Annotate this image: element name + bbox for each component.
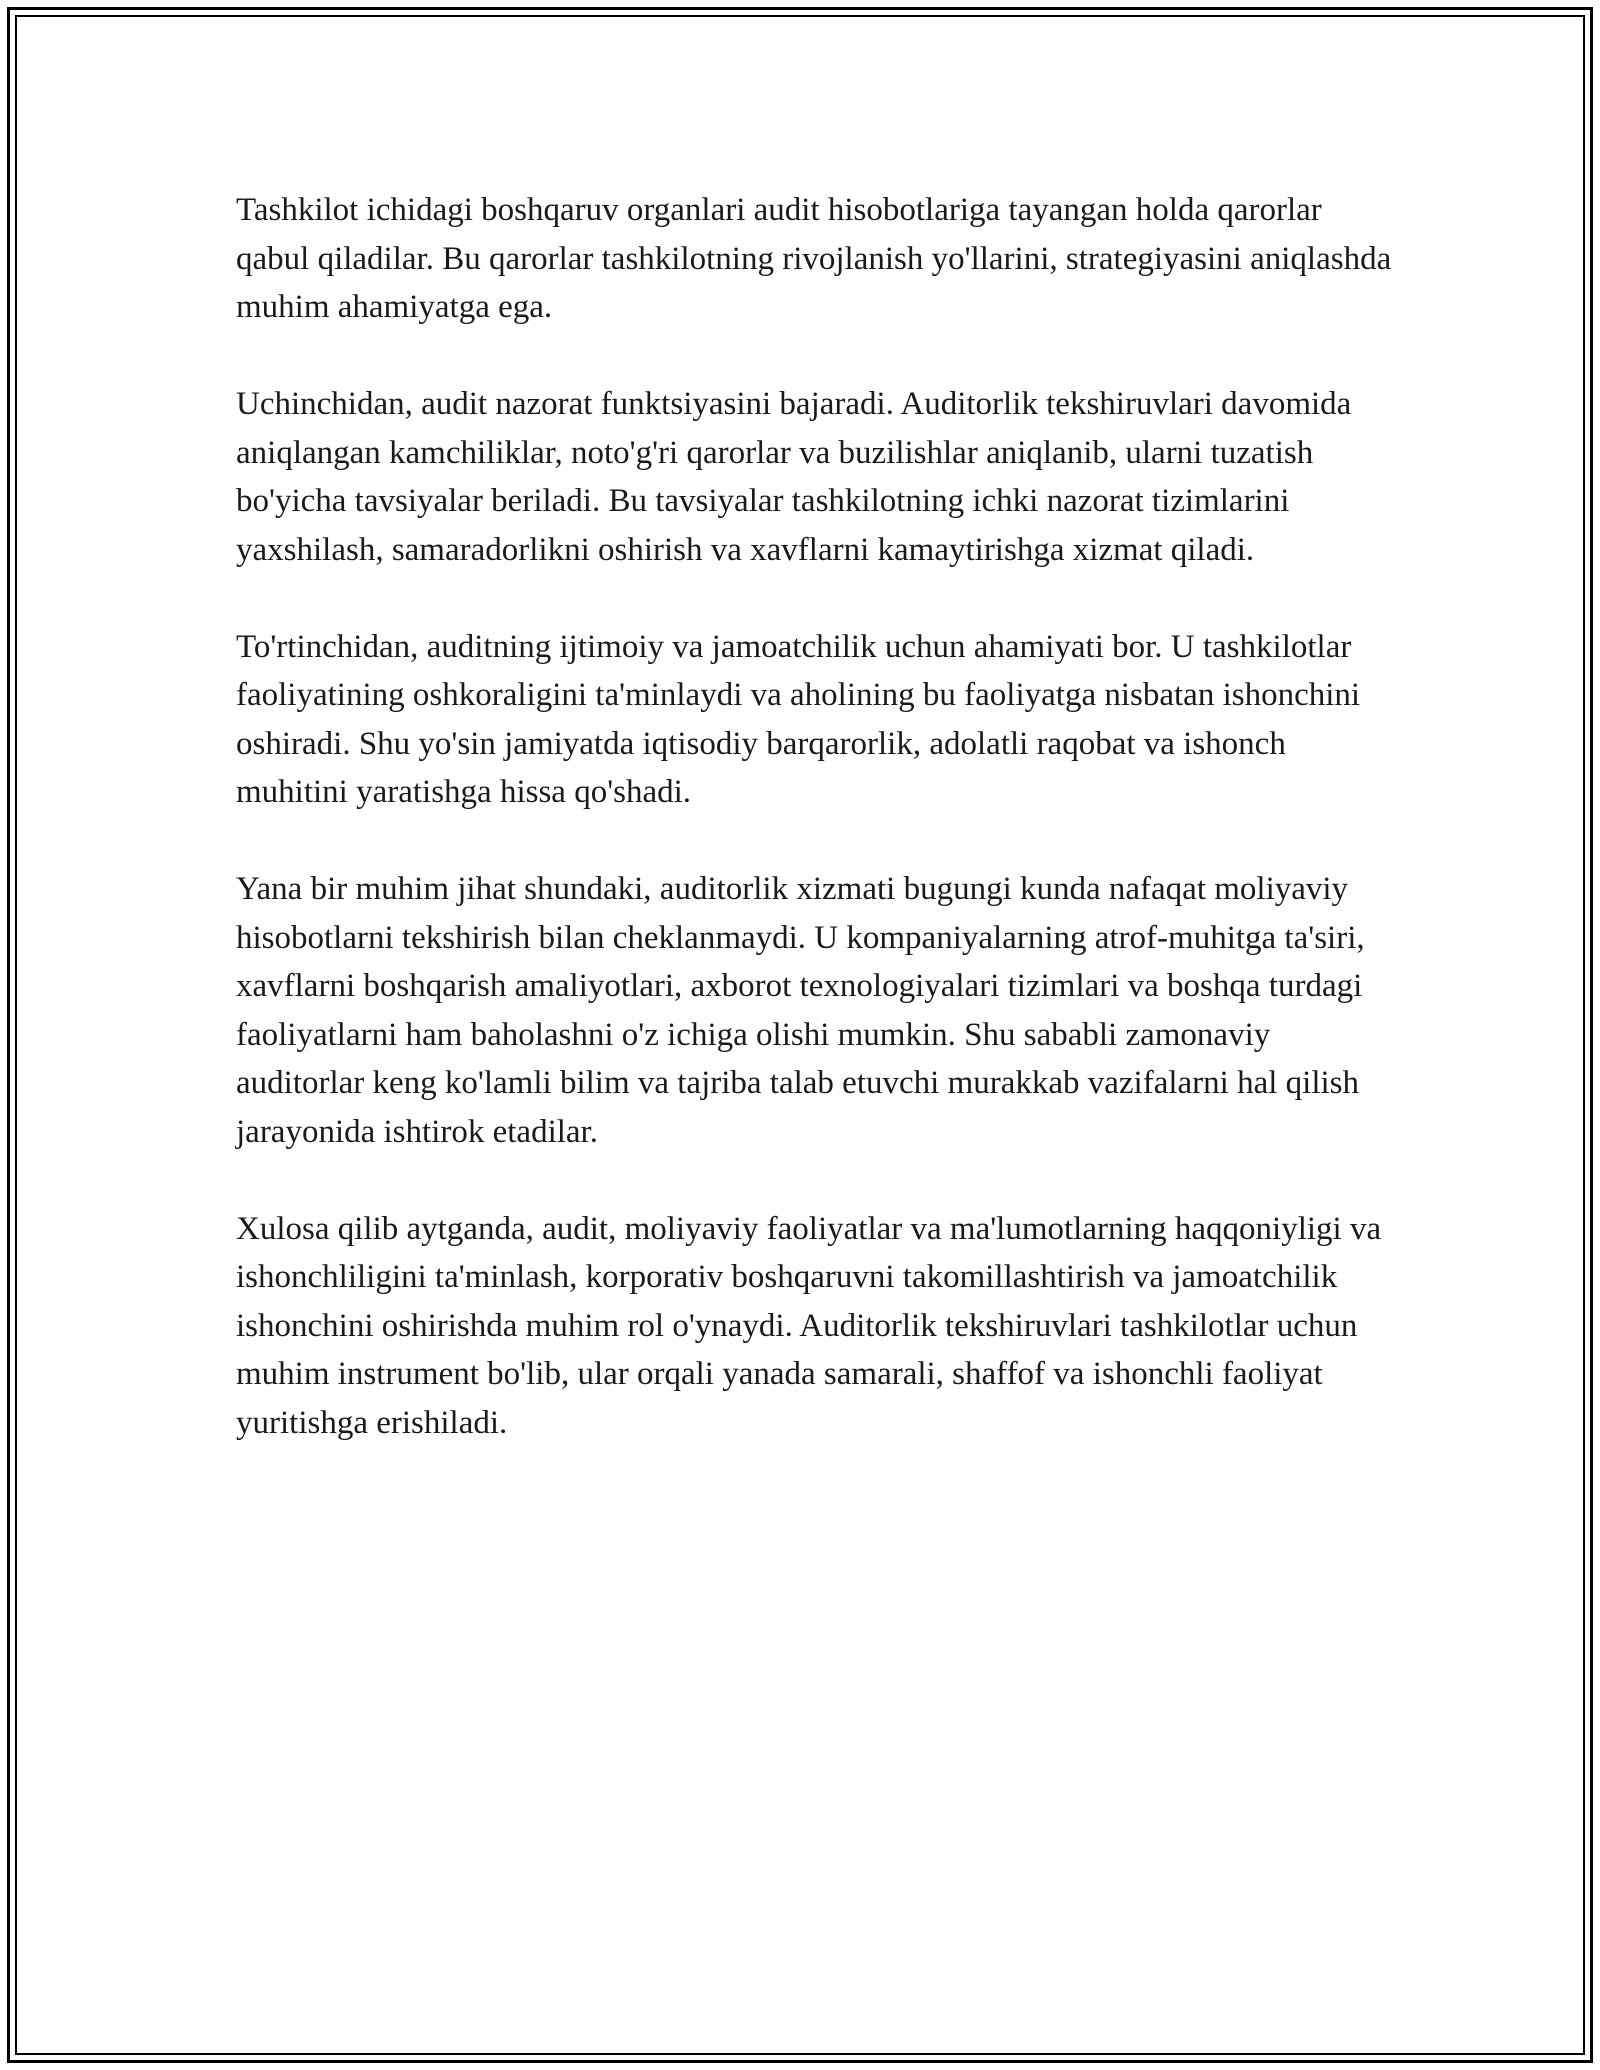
- paragraph-decision-making: Tashkilot ichidagi boshqaruv organlari audit hisobotlariga tayangan holda qarorlar qabul qiladilar. Bu qarorlar tashkilotning rivojlanish yo'llarini, strategiyasini aniqlashda muhim ahamiyatga ega.: [236, 192, 1392, 325]
- paragraph-conclusion: Xulosa qilib aytganda, audit, moliyaviy faoliyatlar va ma'lumotlarning haqqoniyligi va ishonchliligini ta'minlash, korporativ boshqaruvni takomillashtirish va jamoatchilik ishonchini oshirishda muhim rol o'ynaydi. Auditorlik tekshiruvlari tashkilotlar uchun muhim instrument bo'lib, ular orqali yanada samarali, shaffof va ishonchli faoliyat yuritishga erishiladi.: [236, 1210, 1382, 1441]
- document-body: [236, 186, 1396, 1496]
- paragraph-modern-audit-scope: Yana bir muhim jihat shundaki, auditorlik xizmati bugungi kunda nafaqat moliyaviy hisobotlarni tekshirish bilan cheklanmaydi. U kompaniyalarning atrof-muhitga ta'siri, xavflarni boshqarish amaliyotlari, axborot texnologiyalari tizimlari va boshqa turdagi faoliyatlarni ham baholashni o'z ichiga olishi mumkin. Shu sababli zamonaviy auditorlar keng ko'lamli bilim va tajriba talab etuvchi murakkab vazifalarni hal qilish jarayonida ishtirok etadilar.: [236, 871, 1365, 1150]
- paragraph-control-function: Uchinchidan, audit nazorat funktsiyasini bajaradi. Auditorlik tekshiruvlari davomida aniqlangan kamchiliklar, noto'g'ri qarorlar va buzilishlar aniqlanib, ularni tuzatish bo'yicha tavsiyalar beriladi. Bu tavsiyalar tashkilotning ichki nazorat tizimlarini yaxshilash, samaradorlikni oshirish va xavflarni kamaytirishga xizmat qiladi.: [236, 386, 1352, 568]
- paragraph-social-importance: To'rtinchidan, auditning ijtimoiy va jamoatchilik uchun ahamiyati bor. U tashkilotlar faoliyatining oshkoraligini ta'minlaydi va aholining bu faoliyatga nisbatan ishonchini oshiradi. Shu yo'sin jamiyatda iqtisodiy barqarorlik, adolatli raqobat va ishonch muhitini yaratishga hissa qo'shadi.: [236, 628, 1361, 810]
